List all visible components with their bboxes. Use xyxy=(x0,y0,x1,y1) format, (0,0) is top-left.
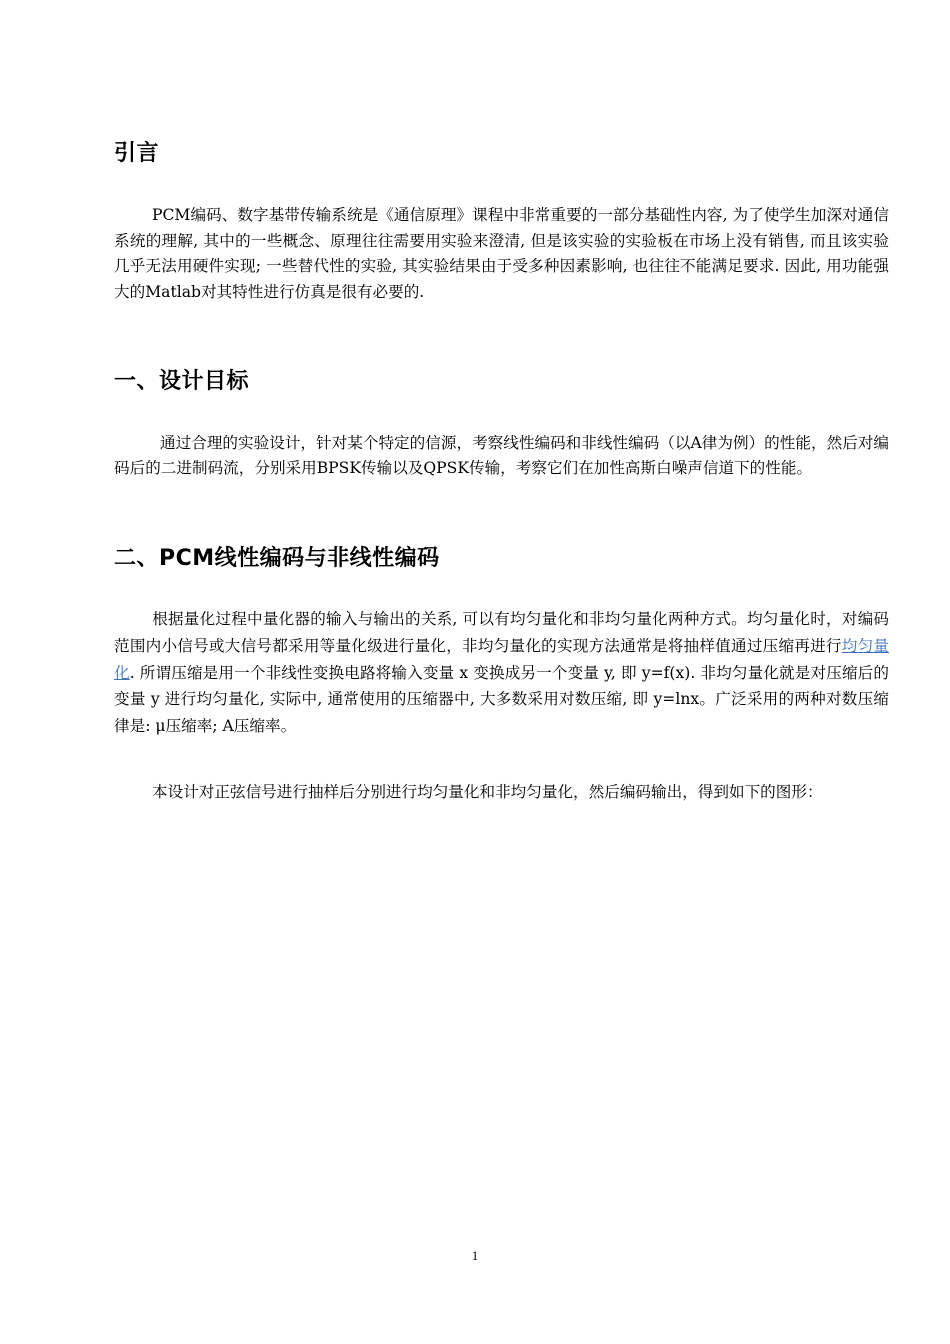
design-goal-paragraph-text: 通过合理的实验设计，针对某个特定的信源，考察线性编码和非线性编码（以A律为例）的性能，然后对编码后的二进制码流，分别采用BPSK传输以及QPSK传输，考察它们在加性高斯白噪声信道下的性能。 xyxy=(114,434,889,477)
pcm-paragraph xyxy=(114,606,889,740)
intro-heading: 引言 xyxy=(114,141,160,166)
intro-paragraph-text: PCM编码、数字基带传输系统是《通信原理》课程中非常重要的一部分基础性内容, 为了使学生加深对通信系统的理解, 其中的一些概念、原理往往需要用实验来澄清, 但是该实验的实验板在市场上没有销售, 而且该实验几乎无法用硬件实现; 一些替代性的实验, 其实验结果由于受多种因素影响, 也往往不能满足要求. 因此, 用功能强大的Matlab对其特性进行仿真是很有必要的. xyxy=(114,206,889,301)
uniform-quantization-link[interactable]: 均匀量化 xyxy=(114,636,889,682)
page-number: 1 xyxy=(471,1248,479,1263)
intro-paragraph xyxy=(114,203,889,305)
design-goal-heading: 一、设计目标 xyxy=(114,369,250,394)
pcm-paragraph-text-end: . 所谓压缩是用一个非线性变换电路将输入变量 x 变换成另一个变量 y, 即 y=f(x). 非均匀量化就是对压缩后的变量 y 进行均匀量化, 实际中, 通常使用的压缩器中, 大多数采用对数压缩, 即 y=lnx。广泛采用的两种对数压缩律是: μ压缩率; A压缩率。 xyxy=(114,663,889,736)
pcm-paragraph-2 xyxy=(114,779,889,806)
pcm-heading: 二、PCM线性编码与非线性编码 xyxy=(114,546,440,571)
design-goal-paragraph xyxy=(114,431,889,481)
pcm-paragraph-text-start: 根据量化过程中量化器的输入与输出的关系, 可以有均匀量化和非均匀量化两种方式。均匀量化时，对编码范围内小信号或大信号都采用等量化级进行量化，非均匀量化的实现方法通常是将抽样值通过压缩再进行 xyxy=(114,610,889,655)
pcm-paragraph-2-text: 本设计对正弦信号进行抽样后分别进行均匀量化和非均匀量化，然后编码输出，得到如下的图形： xyxy=(152,783,823,801)
